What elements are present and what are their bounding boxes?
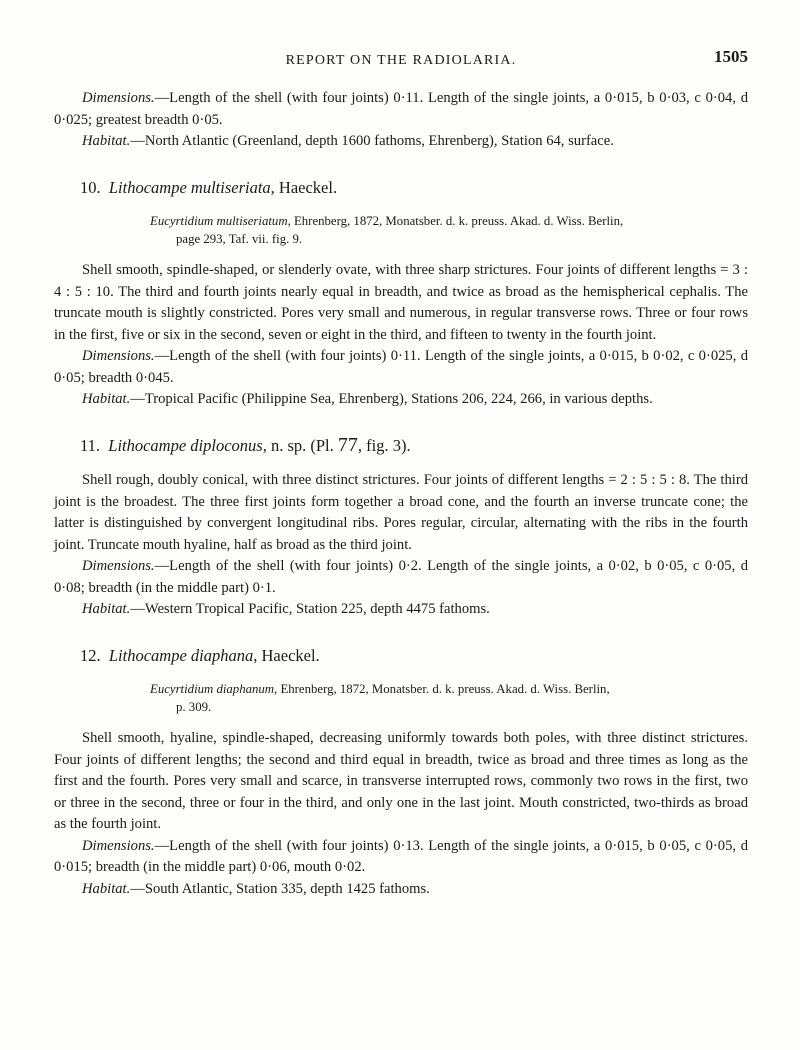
species-name: Lithocampe diploconus bbox=[108, 435, 263, 455]
species-heading: 11. Lithocampe diploconus, n. sp. (Pl. 77, fig. 3). bbox=[80, 433, 411, 456]
synonym-citation: Eucyrtidium diaphanum, Ehrenberg, 1872, Monatsber. d. k. preuss. Akad. d. Wiss. Berlin, p. 309. bbox=[150, 682, 610, 714]
page-number: 1505 bbox=[714, 47, 748, 66]
synonym-citation: Eucyrtidium multiseriatum, Ehrenberg, 1872, Monatsber. d. k. preuss. Akad. d. Wiss. Berlin, page 293, Taf. vii. fig. 9. bbox=[150, 214, 624, 246]
species-heading: 10. Lithocampe multiseriata, Haeckel. bbox=[80, 177, 338, 197]
intro-dimensions: Dimensions.—Length of the shell (with four joints) 0·11. Length of the single joints, a 0·015, b 0·03, c 0·04, d 0·025; greatest breadth 0·05. bbox=[54, 90, 748, 128]
species-description: Shell smooth, spindle-shaped, or slenderly ovate, with three sharp strictures. Four joints of different lengths = 3 : 4 : 5 : 10. The third and fourth joints nearly equal in breadth, and twice as broad as the hemispherical cephalis. The truncate mouth is slightly constricted. Pores very small and numerous, in regular transverse rows. Three or four rows in the first, five or six in the second, seven or eight in the third, and fifteen to twenty in the fourth joint. bbox=[54, 262, 748, 343]
species-heading: 12. Lithocampe diaphana, Haeckel. bbox=[80, 645, 320, 665]
species-description: Shell smooth, hyaline, spindle-shaped, decreasing uniformly towards both poles, with three distinct strictures. Four joints of different lengths; the second and third equal in breadth, twice as broad and three times as long as the first and the fourth. Pores very small and scarce, in transverse interrupted rows, commonly two rows in the first, two or three in the second, three or four in the third, and only one in the last joint. Mouth constricted, two-thirds as broad as the fourth joint. bbox=[54, 730, 748, 832]
species-name: Lithocampe diaphana bbox=[108, 645, 254, 665]
species-habitat: Habitat.—Tropical Pacific (Philippine Sea, Ehrenberg), Stations 206, 224, 266, in various depths. bbox=[82, 391, 653, 407]
page-content bbox=[54, 88, 748, 900]
species-name: Lithocampe multiseriata bbox=[108, 177, 271, 197]
species-dimensions: Dimensions.—Length of the shell (with four joints) 0·11. Length of the single joints, a 0·015, b 0·02, c 0·025, d 0·05; breadth 0·045. bbox=[54, 348, 748, 386]
species-description: Shell rough, doubly conical, with three distinct strictures. Four joints of different lengths = 2 : 5 : 5 : 8. The third joint is the broadest. The three first joints form together a broad cone, and the fourth an inverse truncate cone; the latter is distinguished by convergent longitudinal ribs. Pores regular, circular, alternating with the ribs in the fourth joint. Truncate mouth hyaline, half as broad as the third joint. bbox=[54, 472, 748, 553]
species-dimensions: Dimensions.—Length of the shell (with four joints) 0·2. Length of the single joints, a 0·02, b 0·05, c 0·05, d 0·08; breadth (in the middle part) 0·1. bbox=[54, 558, 748, 596]
intro-habitat: Habitat.—North Atlantic (Greenland, depth 1600 fathoms, Ehrenberg), Station 64, surface. bbox=[82, 133, 614, 149]
running-title: REPORT ON THE RADIOLARIA. bbox=[285, 53, 517, 68]
species-dimensions: Dimensions.—Length of the shell (with four joints) 0·13. Length of the single joints, a 0·015, b 0·05, c 0·05, d 0·015; breadth (in the middle part) 0·06, mouth 0·02. bbox=[54, 837, 748, 875]
species-habitat: Habitat.—Western Tropical Pacific, Station 225, depth 4475 fathoms. bbox=[82, 601, 490, 617]
species-habitat: Habitat.—South Atlantic, Station 335, depth 1425 fathoms. bbox=[82, 880, 430, 897]
plate-number: 77 bbox=[337, 433, 358, 456]
page-header bbox=[54, 46, 748, 72]
